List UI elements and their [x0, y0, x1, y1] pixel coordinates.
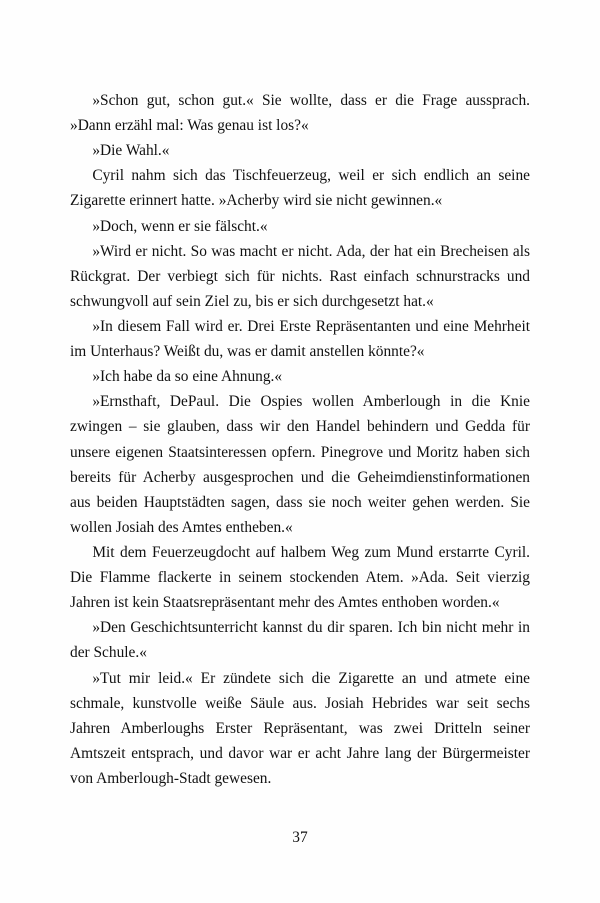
page-number: 37: [292, 829, 308, 846]
paragraph: »Die Wahl.«: [92, 142, 170, 160]
page-body-text: [70, 88, 530, 791]
paragraph: »Ernsthaft, DePaul. Die Ospies wollen Amberlough in die Knie zwingen – sie glauben, dass wir den Handel behindern und Gedda für unsere eigenen Staatsinteressen opfern. Pinegrove und Moritz haben sich bereits für Acherby ausgesprochen und die Geheimdienstinformationen aus beiden Hauptstädten sagen, dass sie noch weiter gehen werden. Sie wollen Josiah des Amtes entheben.«: [70, 393, 530, 536]
paragraph: »Tut mir leid.« Er zündete sich die Zigarette an und atmete eine schmale, kunstvolle weiße Säule aus. Josiah Hebrides war seit sechs Jahren Amberloughs Erster Repräsentant, was zwei Dritteln seiner Amtszeit entsprach, und davor war er acht Jahre lang der Bürgermeister von Amberlough-Stadt gewesen.: [70, 669, 530, 787]
paragraph: »Doch, wenn er sie fälscht.«: [92, 217, 268, 235]
paragraph: »Wird er nicht. So was macht er nicht. Ada, der hat ein Brecheisen als Rückgrat. Der verbiegt sich für nichts. Rast einfach schnurstracks und schwungvoll auf sein Ziel zu, bis er sich durchgesetzt hat.«: [70, 242, 530, 310]
paragraph: Cyril nahm sich das Tischfeuerzeug, weil er sich endlich an seine Zigarette erinnert hatte. »Acherby wird sie nicht gewinnen.«: [70, 167, 530, 210]
paragraph: »Den Geschichtsunterricht kannst du dir sparen. Ich bin nicht mehr in der Schule.«: [70, 619, 530, 662]
paragraph: Mit dem Feuerzeugdocht auf halbem Weg zum Mund erstarrte Cyril. Die Flamme flackerte in seinem stockenden Atem. »Ada. Seit vierzig Jahren ist kein Staatsrepräsentant mehr des Amtes enthoben worden.«: [70, 543, 530, 612]
paragraph: »In diesem Fall wird er. Drei Erste Repräsentanten und eine Mehrheit im Unterhaus? Weißt du, was er damit anstellen könnte?«: [70, 317, 530, 361]
paragraph: »Schon gut, schon gut.« Sie wollte, dass er die Frage aussprach. »Dann erzähl mal: Was genau ist los?«: [70, 92, 530, 135]
paragraph: »Ich habe da so eine Ahnung.«: [92, 368, 283, 386]
